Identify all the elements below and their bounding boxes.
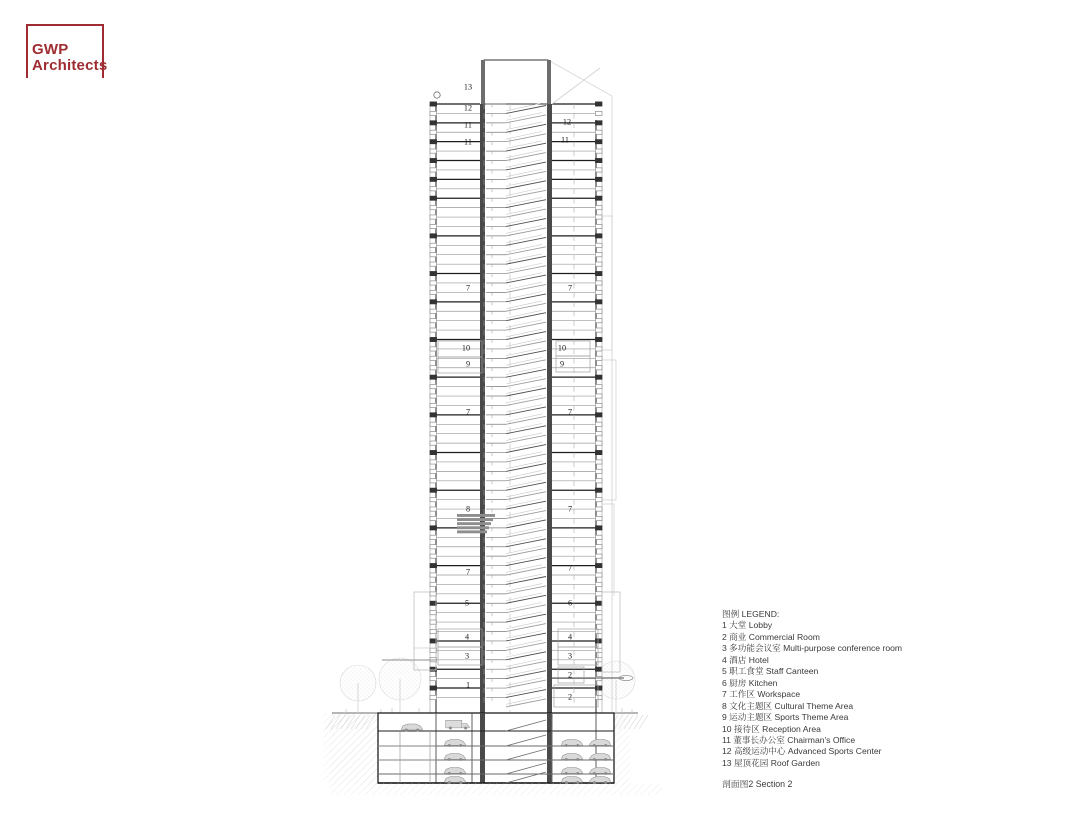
legend-item-8: 8 文化主题区 Cultural Theme Area [722, 700, 854, 711]
room-label-right-7: 7 [567, 504, 573, 514]
room-label-left-13: 3 [464, 651, 470, 661]
room-label-left-6: 10 [461, 343, 471, 353]
legend-title: 图例 LEGEND: [722, 609, 780, 619]
room-label-left-3: 11 [464, 120, 472, 130]
room-label-right-1: 12 [562, 117, 572, 127]
room-label-left-1: 13 [463, 82, 473, 92]
central-core-and-stairs [486, 103, 546, 713]
legend-item-5: 5 职工食堂 Staff Canteen [722, 666, 819, 677]
room-label-left-14: 1 [465, 680, 471, 690]
room-label-left-8: 7 [465, 407, 471, 417]
room-label-left-7: 9 [465, 359, 471, 369]
room-label-right-5: 9 [559, 359, 565, 369]
room-label-right-10: 4 [567, 632, 573, 642]
legend-item-7: 7 工作区 Workspace [722, 689, 801, 700]
room-label-right-4: 10 [557, 343, 567, 353]
legend-item-4: 4 酒店 Hotel [722, 654, 769, 665]
legend-item-2: 2 商业 Commercial Room [722, 631, 820, 642]
floor-slabs [430, 102, 602, 703]
room-label-right-3: 7 [567, 283, 573, 293]
room-label-right-11: 3 [567, 651, 573, 661]
room-label-right-9: 6 [567, 598, 573, 608]
room-label-left-2: 12 [463, 103, 473, 113]
room-label-right-12: 2 [567, 670, 573, 680]
room-label-left-5: 7 [465, 283, 471, 293]
basement-parking [330, 713, 662, 795]
legend-item-13: 13 屋顶花园 Roof Garden [722, 757, 820, 768]
room-label-left-11: 5 [464, 598, 470, 608]
drawing-title: 剖面图2 Section 2 [722, 779, 793, 789]
legend-item-6: 6 厨房 Kitchen [722, 677, 778, 688]
room-label-right-8: 7 [567, 563, 573, 573]
legend-items [722, 620, 902, 769]
logo-line-2: Architects [32, 56, 108, 74]
room-label-left-4: 11 [464, 137, 472, 147]
room-label-left-9: 8 [465, 504, 471, 514]
room-label-right-13: 2 [567, 692, 573, 702]
room-label-right-6: 7 [567, 407, 573, 417]
room-label-left-10: 7 [465, 567, 471, 577]
legend-item-9: 9 运动主题区 Sports Theme Area [722, 712, 849, 723]
legend-item-1: 1 大堂 Lobby [722, 620, 773, 631]
room-label-left-12: 4 [464, 632, 470, 642]
legend [722, 609, 902, 769]
room-label-right-2: 11 [561, 135, 569, 145]
legend-item-12: 12 高级运动中心 Advanced Sports Center [722, 746, 882, 757]
legend-item-11: 11 董事长办公室 Chairman's Office [722, 734, 856, 745]
legend-item-3: 3 多功能会议室 Multi-purpose conference room [722, 643, 903, 654]
legend-item-10: 10 接待区 Reception Area [722, 723, 821, 734]
logo-line-1: GWP [32, 41, 69, 58]
